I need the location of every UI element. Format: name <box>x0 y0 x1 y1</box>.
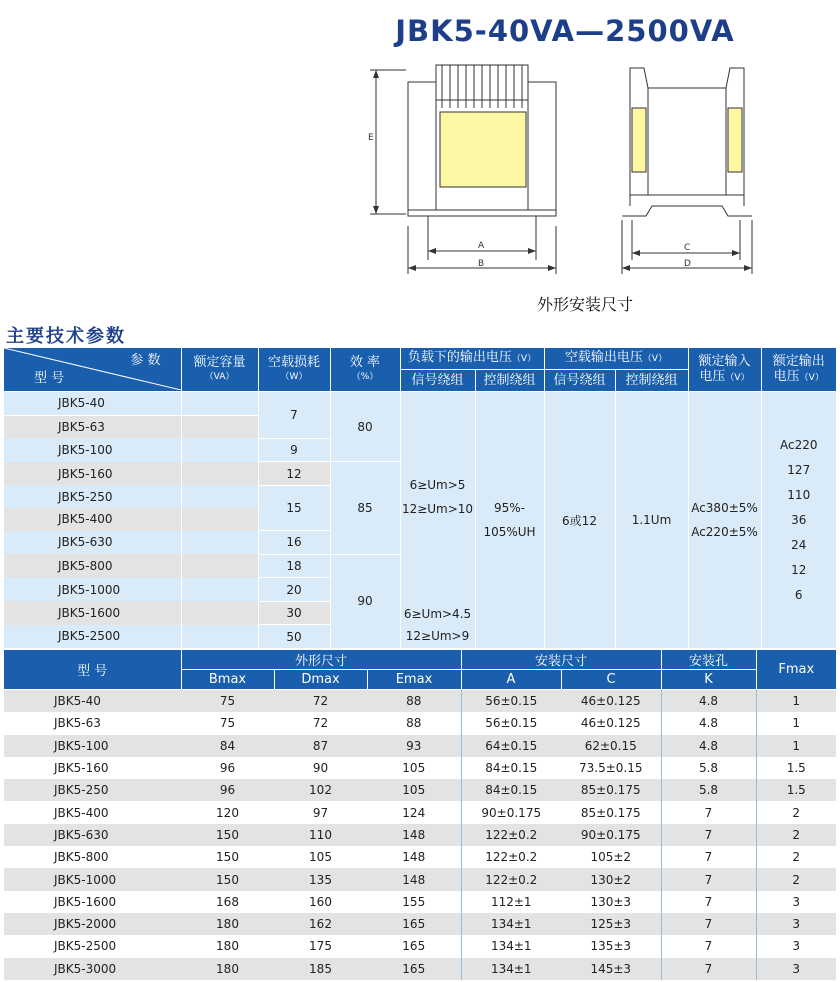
value-cell: 72 <box>312 716 329 731</box>
value-cell: 150 <box>181 868 274 890</box>
model-cell: JBK5-800 <box>4 554 181 578</box>
header-model-param <box>4 348 181 392</box>
efficiency-cell: 85 <box>330 462 400 554</box>
model-cell: JBK5-2000 <box>4 913 181 935</box>
outline-drawing <box>360 60 780 280</box>
table-row <box>4 801 836 823</box>
value-cell: 135±3 <box>561 935 661 957</box>
value-cell: 130±2 <box>561 868 661 890</box>
value-cell: 160 <box>309 894 332 909</box>
table-row <box>4 891 836 913</box>
value-cell: 7 <box>661 846 756 868</box>
value-cell: 148 <box>367 846 461 868</box>
value-cell: 1.5 <box>756 779 836 801</box>
value-cell: 1 <box>756 735 836 757</box>
loss-cell: 20 <box>258 578 330 602</box>
value-cell: 4.8 <box>661 690 756 713</box>
value-cell: 122±0.2 <box>461 868 561 890</box>
output-voltage-item: 6 <box>794 587 803 602</box>
value-cell: 85±0.175 <box>561 801 661 823</box>
model-cell: JBK5-250 <box>4 485 181 508</box>
value-cell: 87 <box>274 735 367 757</box>
value-cell: 62±0.15 <box>561 735 661 757</box>
value-cell: 75 <box>181 690 274 713</box>
loss-cell: 50 <box>258 625 330 648</box>
loss-cell: 12 <box>258 462 330 486</box>
value-cell: 84±0.15 <box>485 761 538 776</box>
output-voltage-item: Ac220 <box>780 437 818 452</box>
header-param: 参 数 <box>130 353 161 368</box>
header-capacity: 额定容量 （VA） <box>181 348 258 392</box>
value-cell: 110 <box>274 824 367 846</box>
value-cell: 122±0.2 <box>461 824 561 846</box>
capacity-cell <box>181 462 258 486</box>
table-row <box>4 913 836 935</box>
table-row <box>4 757 836 779</box>
dim-label-c: C <box>684 243 691 253</box>
value-cell: 3 <box>756 913 836 935</box>
header-fmax: Fmax <box>756 650 836 690</box>
value-cell: 180 <box>216 939 239 954</box>
value-cell: 90±0.175 <box>561 824 661 846</box>
header-c: C <box>561 670 661 690</box>
terminal-strip <box>436 65 528 108</box>
section-title: 主要技术参数 <box>6 326 126 347</box>
loss-cell: 9 <box>258 438 330 462</box>
value-cell: 148 <box>367 824 461 846</box>
value-cell: 134±1 <box>461 958 561 980</box>
table-row <box>4 935 836 957</box>
header-hole: 安装孔 <box>661 650 756 670</box>
value-cell: 5.8 <box>661 757 756 779</box>
table-row <box>4 824 836 846</box>
output-voltage-item: 36 <box>791 512 807 527</box>
value-cell: 124 <box>367 801 461 823</box>
header-k: K <box>661 670 756 690</box>
output-voltage-item: 110 <box>787 487 811 502</box>
model-cell: JBK5-160 <box>4 462 181 486</box>
value-cell: 46±0.125 <box>561 690 661 713</box>
table-row <box>4 958 836 980</box>
dim-label-b: B <box>478 259 485 269</box>
value-cell: 2 <box>792 850 801 865</box>
dim-label-e: E <box>368 133 374 143</box>
dim-label-a: A <box>478 241 485 251</box>
header-loss: 空载损耗 （W） <box>258 348 330 392</box>
value-cell: 125±3 <box>561 913 661 935</box>
value-cell: 73.5±0.15 <box>561 757 661 779</box>
loss-cell: 16 <box>258 531 330 555</box>
capacity-cell <box>181 554 258 578</box>
header-signal-winding-2: 信号绕组 <box>544 370 615 392</box>
value-cell: 84±0.15 <box>461 779 561 801</box>
page-title: JBK5-40VA—2500VA <box>395 14 735 48</box>
dimension-rows <box>4 690 836 980</box>
value-cell: 102 <box>274 779 367 801</box>
value-cell: 185 <box>274 958 367 980</box>
value-cell: 46±0.125 <box>561 712 661 734</box>
model-cell: JBK5-40 <box>4 392 181 416</box>
front-coil <box>440 112 526 187</box>
value-cell: 165 <box>367 935 461 957</box>
value-cell: 120 <box>216 805 239 820</box>
header-noload-output: 空载输出电压（V） <box>544 348 688 370</box>
header-model: 型 号 <box>34 371 65 386</box>
value-cell: 134±1 <box>461 913 561 935</box>
model-cell: JBK5-3000 <box>4 958 181 980</box>
value-cell: 56±0.15 <box>461 690 561 713</box>
value-cell: 90±0.175 <box>481 805 542 820</box>
value-cell: 175 <box>309 939 332 954</box>
value-cell: 93 <box>367 735 461 757</box>
load-control-cell: 95%- 105%UH <box>475 392 544 649</box>
capacity-cell <box>181 415 258 438</box>
header-dmax: Dmax <box>274 670 367 690</box>
header-bmax: Bmax <box>181 670 274 690</box>
header-a: A <box>461 670 561 690</box>
header-control-winding-2: 控制绕组 <box>615 370 688 392</box>
load-signal-cell-2: 6≥Um>4.5 12≥Um>9 <box>400 601 475 648</box>
value-cell: 1.5 <box>786 761 806 776</box>
header-model: 型 号 <box>4 650 181 690</box>
table-row <box>4 868 836 890</box>
value-cell: 130±3 <box>561 891 661 913</box>
model-cell: JBK5-800 <box>54 850 109 865</box>
value-cell: 155 <box>367 891 461 913</box>
load-signal-cell: 6≥Um>5 12≥Um>10 <box>400 392 475 602</box>
model-cell: JBK5-63 <box>54 716 101 731</box>
model-cell: JBK5-1000 <box>4 578 181 602</box>
capacity-cell <box>181 438 258 462</box>
side-coil-right <box>728 108 742 172</box>
value-cell: 7 <box>661 935 756 957</box>
side-coil-left <box>632 108 646 172</box>
value-cell: 150 <box>181 824 274 846</box>
value-cell: 148 <box>367 868 461 890</box>
table-row <box>4 846 836 868</box>
value-cell: 88 <box>367 690 461 713</box>
value-cell: 112±1 <box>490 894 532 909</box>
value-cell: 75 <box>219 716 236 731</box>
loss-cell: 18 <box>258 554 330 578</box>
value-cell: 168 <box>216 894 239 909</box>
header-control-winding: 控制绕组 <box>475 370 544 392</box>
output-voltage-item: 127 <box>787 462 811 477</box>
model-cell: JBK5-400 <box>54 805 109 820</box>
value-cell: 4.8 <box>661 712 756 734</box>
drawing-caption: 外形安装尺寸 <box>536 295 633 314</box>
value-cell: 105 <box>367 757 461 779</box>
capacity-cell <box>181 578 258 602</box>
table-row <box>4 690 836 713</box>
value-cell: 165 <box>367 913 461 935</box>
capacity-cell <box>181 485 258 508</box>
value-cell: 3 <box>756 958 836 980</box>
model-cell: JBK5-1000 <box>4 868 181 890</box>
loss-cell: 30 <box>258 601 330 625</box>
model-cell: JBK5-2500 <box>54 939 117 954</box>
model-cell: JBK5-63 <box>4 415 181 438</box>
value-cell: 7 <box>661 891 756 913</box>
value-cell: 2 <box>756 824 836 846</box>
spec-table <box>4 348 836 648</box>
table-row <box>4 779 836 801</box>
value-cell: 2 <box>792 805 801 820</box>
value-cell: 97 <box>312 805 329 820</box>
capacity-cell <box>181 625 258 648</box>
model-cell: JBK5-250 <box>4 779 181 801</box>
input-voltage-cell: Ac380±5% Ac220±5% <box>688 392 761 649</box>
header-outline: 外形尺寸 <box>181 650 461 670</box>
capacity-cell <box>181 508 258 531</box>
value-cell: 180 <box>181 958 274 980</box>
noload-control-cell: 1.1Um <box>615 392 688 649</box>
model-cell: JBK5-160 <box>54 761 109 776</box>
value-cell: 134±1 <box>490 939 532 954</box>
table-row <box>4 712 836 734</box>
model-cell: JBK5-400 <box>4 508 181 531</box>
value-cell: 72 <box>274 690 367 713</box>
value-cell: 64±0.15 <box>461 735 561 757</box>
value-cell: 5.8 <box>661 779 756 801</box>
value-cell: 105 <box>309 850 332 865</box>
output-voltage-list <box>762 433 837 608</box>
capacity-cell <box>181 392 258 416</box>
loss-cell: 15 <box>258 485 330 530</box>
value-cell: 165 <box>367 958 461 980</box>
header-input-voltage: 额定输入 电压（V） <box>688 348 761 392</box>
header-efficiency: 效 率 （%） <box>330 348 400 392</box>
efficiency-cell: 90 <box>330 554 400 648</box>
value-cell: 7 <box>661 868 756 890</box>
value-cell: 85±0.175 <box>561 779 661 801</box>
output-voltage-item: 12 <box>791 562 807 577</box>
value-cell: 105±2 <box>561 846 661 868</box>
value-cell: 3 <box>792 939 801 954</box>
model-cell: JBK5-100 <box>4 438 181 462</box>
header-output-voltage: 额定输出 电压（V） <box>761 348 836 392</box>
value-cell: 7 <box>661 913 756 935</box>
dimension-table <box>4 650 836 980</box>
value-cell: 2 <box>756 868 836 890</box>
model-cell: JBK5-630 <box>4 824 181 846</box>
value-cell: 7 <box>661 824 756 846</box>
efficiency-cell: 80 <box>330 392 400 462</box>
value-cell: 7 <box>661 801 756 823</box>
value-cell: 56±0.15 <box>485 716 538 731</box>
noload-signal-cell: 6或12 <box>544 392 615 649</box>
value-cell: 96 <box>219 761 236 776</box>
value-cell: 4.8 <box>661 735 756 757</box>
value-cell: 88 <box>367 712 461 734</box>
value-cell: 1 <box>792 716 801 731</box>
value-cell: 122±0.2 <box>485 850 538 865</box>
output-voltage-cell <box>761 392 836 649</box>
value-cell: 145±3 <box>561 958 661 980</box>
value-cell: 135 <box>274 868 367 890</box>
model-cell: JBK5-100 <box>4 735 181 757</box>
model-cell: JBK5-2500 <box>4 625 181 648</box>
output-voltage-item: 24 <box>791 537 807 552</box>
value-cell: 90 <box>312 761 329 776</box>
dim-label-d: D <box>684 259 691 269</box>
value-cell: 1 <box>756 690 836 713</box>
capacity-cell <box>181 601 258 625</box>
table-row <box>4 735 836 757</box>
side-core <box>630 68 744 195</box>
header-emax: Emax <box>367 670 461 690</box>
header-signal-winding: 信号绕组 <box>400 370 475 392</box>
model-cell: JBK5-1600 <box>4 601 181 625</box>
header-load-output: 负载下的输出电压（V） <box>400 348 544 370</box>
value-cell: 150 <box>216 850 239 865</box>
value-cell: 105 <box>367 779 461 801</box>
loss-cell: 7 <box>258 392 330 439</box>
value-cell: 3 <box>792 894 801 909</box>
model-cell: JBK5-630 <box>4 531 181 555</box>
model-cell: JBK5-40 <box>4 690 181 713</box>
value-cell: 162 <box>274 913 367 935</box>
header-install: 安装尺寸 <box>461 650 661 670</box>
value-cell: 180 <box>181 913 274 935</box>
model-cell: JBK5-1600 <box>54 894 117 909</box>
value-cell: 7 <box>661 958 756 980</box>
value-cell: 96 <box>181 779 274 801</box>
value-cell: 84 <box>181 735 274 757</box>
capacity-cell <box>181 531 258 555</box>
